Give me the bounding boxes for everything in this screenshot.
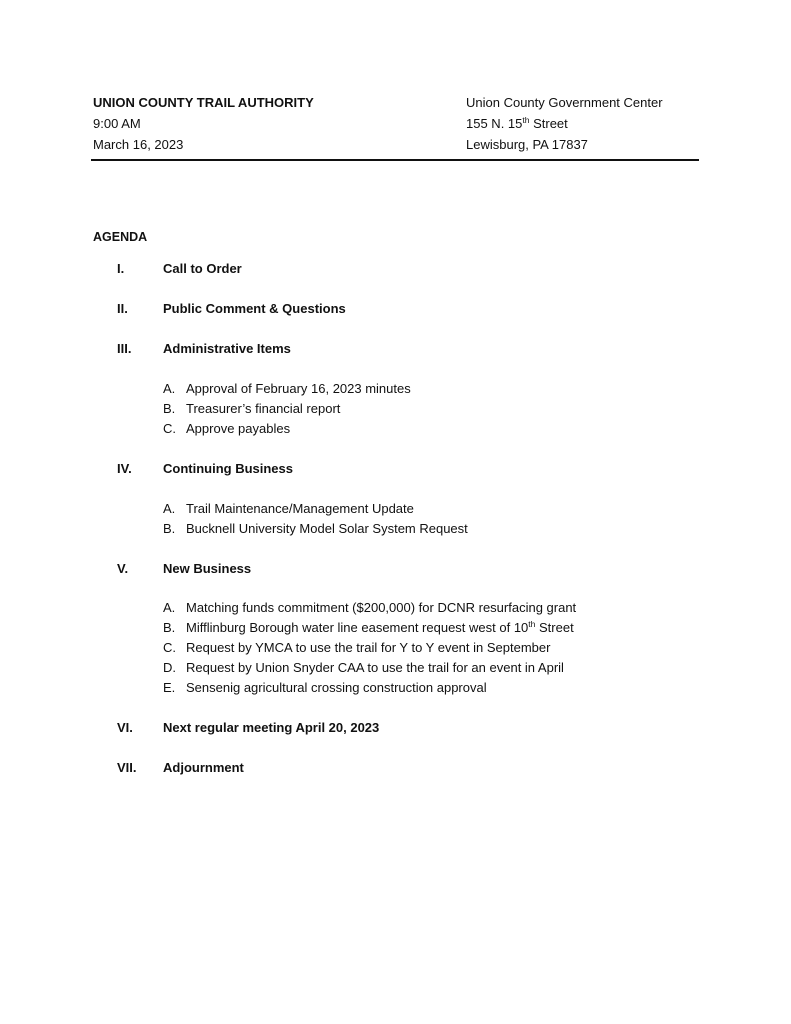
subitem-ordinal: th: [528, 619, 536, 629]
subitem-letter: B.: [163, 620, 176, 635]
subitem-text: [186, 618, 574, 638]
item-number: III.: [117, 341, 132, 356]
item-number: VI.: [117, 720, 133, 735]
item-number: VII.: [117, 760, 137, 775]
header-divider: [91, 159, 699, 161]
item-label: Public Comment & Questions: [163, 301, 346, 316]
item-label: New Business: [163, 561, 252, 576]
item-label: Adjournment: [163, 760, 244, 775]
item-label: Call to Order: [163, 261, 242, 276]
subitem-letter: A.: [163, 501, 176, 516]
item-number: IV.: [117, 461, 132, 476]
subitem-letter: B.: [163, 521, 176, 536]
city-state-zip: Lewisburg, PA 17837: [466, 137, 588, 152]
organization-title: UNION COUNTY TRAIL AUTHORITY: [93, 95, 314, 110]
subitem-text: Request by YMCA to use the trail for Y to Y event in September: [186, 640, 551, 655]
subitem-text: Approve payables: [186, 421, 291, 436]
street-address-part: Street: [529, 116, 568, 131]
subitem-letter: A.: [163, 600, 176, 615]
street-address: [466, 113, 663, 134]
subitem-letter: A.: [163, 381, 176, 396]
subitem-text: Approval of February 16, 2023 minutes: [186, 381, 411, 396]
item-label: Next regular meeting April 20, 2023: [163, 720, 380, 735]
subitem-text: Trail Maintenance/Management Update: [186, 501, 414, 516]
street-address-part: 155 N. 15: [466, 116, 523, 131]
subitem-letter: B.: [163, 401, 176, 416]
meeting-time: 9:00 AM: [93, 116, 141, 131]
item-label: Continuing Business: [163, 461, 293, 476]
item-number: II.: [117, 301, 128, 316]
item-label: Administrative Items: [163, 341, 291, 356]
subitem-text: Matching funds commitment ($200,000) for DCNR resurfacing grant: [186, 600, 577, 615]
street-address-ordinal: th: [522, 115, 530, 125]
meeting-date: March 16, 2023: [93, 137, 184, 152]
subitem-text: Request by Union Snyder CAA to use the trail for an event in April: [186, 660, 564, 675]
location-name: Union County Government Center: [466, 95, 663, 110]
subitem-letter: C.: [163, 421, 176, 436]
subitem-text: Sensenig agricultural crossing construction approval: [186, 680, 487, 695]
meeting-location: [466, 92, 663, 155]
subitem-text-part: Mifflinburg Borough water line easement request west of 10: [186, 620, 529, 635]
subitem-text: Treasurer’s financial report: [186, 401, 341, 416]
meeting-info: [93, 92, 314, 155]
subitem-letter: D.: [163, 660, 176, 675]
subitem-text: Bucknell University Model Solar System Request: [186, 521, 468, 536]
agenda-heading: AGENDA: [93, 230, 148, 244]
item-number: I.: [117, 261, 125, 276]
item-number: V.: [117, 561, 129, 576]
subitem-letter: E.: [163, 680, 176, 695]
subitem-letter: C.: [163, 640, 176, 655]
subitem-text-part: Street: [535, 620, 574, 635]
